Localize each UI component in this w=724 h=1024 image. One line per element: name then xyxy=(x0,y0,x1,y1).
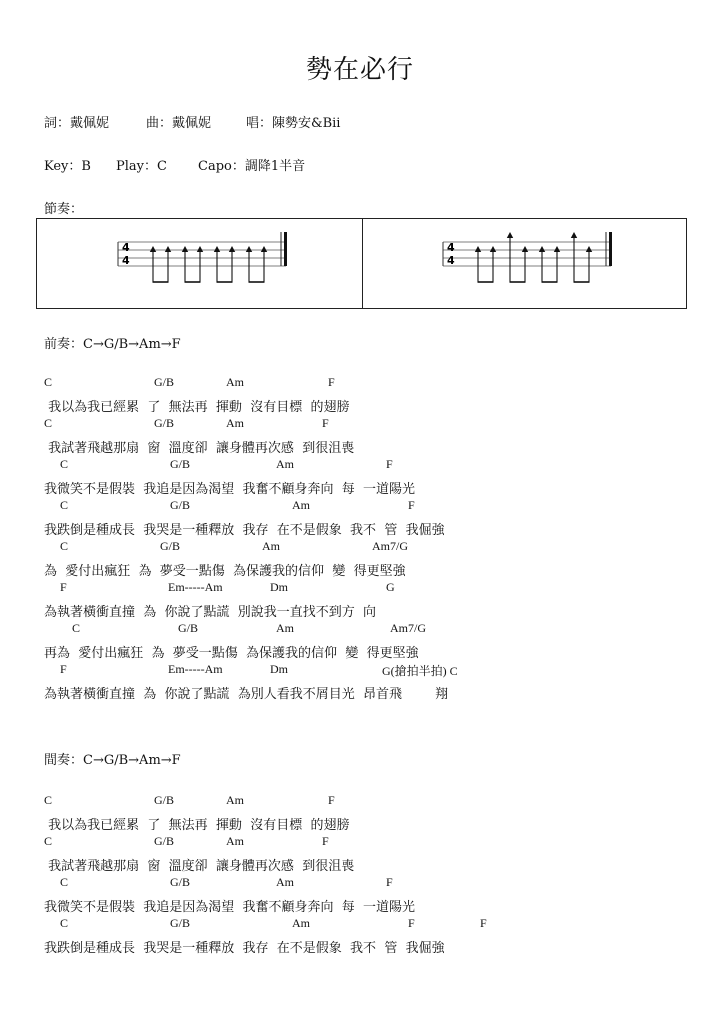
strum-up-arrow xyxy=(490,246,496,252)
lyric-line: 我跌倒是種成長 我哭是一種釋放 我存 在不是假象 我不 管 我倔強 xyxy=(44,523,445,538)
chord-symbol: G/B xyxy=(170,875,191,889)
chord-symbol: Em-----Am xyxy=(168,580,223,594)
chord-symbol: Am xyxy=(276,457,294,471)
song-title: 勢在必行 xyxy=(306,55,415,85)
strum-up-arrow xyxy=(507,232,513,238)
lyric-line: 為執著橫衝直撞 為 你說了點謊 為別人看我不屑目光 昂首飛 翔 xyxy=(44,687,449,702)
chord-symbol: Am7/G xyxy=(390,621,426,635)
chord-symbol: C xyxy=(44,375,53,389)
chord-symbol: C xyxy=(72,621,81,635)
strum-up-arrow xyxy=(522,246,528,252)
strum-up-arrow xyxy=(165,246,171,252)
chord-symbol: Em-----Am xyxy=(168,662,223,676)
rhythm-box-divider xyxy=(362,219,363,308)
strum-up-arrow xyxy=(197,246,203,252)
chord-symbol: F xyxy=(386,875,393,889)
chord-symbol: G/B xyxy=(170,457,191,471)
play-info: Play：C xyxy=(116,159,167,174)
chord-symbol: C xyxy=(60,457,69,471)
lyric-line: 我以為我已經累 了 無法再 揮動 沒有目標 的翅膀 xyxy=(44,400,350,415)
chord-symbol: G/B xyxy=(170,916,191,930)
strum-up-arrow xyxy=(261,246,267,252)
lyric-line: 我試著飛越那扇 窗 溫度卻 讓身體再次感 到很沮喪 xyxy=(44,441,355,456)
strum-up-arrow xyxy=(554,246,560,252)
chord-symbol: C xyxy=(44,793,53,807)
chord-symbol: G/B xyxy=(160,539,181,553)
chord-symbol: C xyxy=(60,498,69,512)
lyric-line: 為 愛付出瘋狂 為 夢受一點傷 為保護我的信仰 變 得更堅強 xyxy=(44,564,406,579)
singer-credit: 唱：陳勢安&Bii xyxy=(246,116,341,131)
end-barline-thick xyxy=(609,232,612,266)
strum-up-arrow xyxy=(246,246,252,252)
lyric-line: 再為 愛付出瘋狂 為 夢受一點傷 為保護我的信仰 變 得更堅強 xyxy=(44,646,419,661)
lyric-line: 我試著飛越那扇 窗 溫度卻 讓身體再次感 到很沮喪 xyxy=(44,859,355,874)
chord-symbol: F xyxy=(322,416,329,430)
time-signature-bottom: 4 xyxy=(447,254,455,267)
chord-symbol: F xyxy=(480,916,487,930)
chord-symbol: G(搶拍半拍) C xyxy=(382,664,458,678)
chord-symbol: F xyxy=(386,457,393,471)
lyricist-credit: 詞：戴佩妮 xyxy=(44,116,110,131)
chord-symbol: G xyxy=(386,580,395,594)
chord-symbol: G/B xyxy=(154,416,175,430)
time-signature-top: 4 xyxy=(447,241,455,254)
strum-up-arrow xyxy=(182,246,188,252)
chord-symbol: F xyxy=(322,834,329,848)
chord-symbol: Am7/G xyxy=(372,539,408,553)
chord-symbol: Am xyxy=(262,539,280,553)
rhythm-staff-2 xyxy=(443,228,615,300)
chord-symbol: Am xyxy=(226,375,244,389)
chord-symbol: Am xyxy=(276,621,294,635)
rhythm-label: 節奏： xyxy=(44,202,84,217)
time-signature-bottom: 4 xyxy=(122,254,130,267)
chord-symbol: Am xyxy=(226,793,244,807)
strum-up-arrow xyxy=(571,232,577,238)
chord-symbol: G/B xyxy=(154,375,175,389)
chord-symbol: F xyxy=(408,916,415,930)
chord-symbol: Am xyxy=(292,916,310,930)
chord-symbol: F xyxy=(60,662,67,676)
lyric-line: 為執著橫衝直撞 為 你說了點謊 別說我一直找不到方 向 xyxy=(44,605,377,620)
end-barline-thick xyxy=(284,232,287,266)
chord-symbol: G/B xyxy=(178,621,199,635)
chord-symbol: F xyxy=(328,375,335,389)
interlude-progression: 間奏：C→G/B→Am→F xyxy=(44,753,181,768)
lyric-line: 我跌倒是種成長 我哭是一種釋放 我存 在不是假象 我不 管 我倔強 xyxy=(44,941,445,956)
lyric-line: 我微笑不是假裝 我追是因為渴望 我奮不顧身奔向 每 一道陽光 xyxy=(44,900,416,915)
chord-symbol: C xyxy=(60,539,69,553)
strum-up-arrow xyxy=(150,246,156,252)
rhythm-staff-1 xyxy=(118,228,290,300)
chord-symbol: C xyxy=(44,416,53,430)
chord-symbol: Am xyxy=(276,875,294,889)
chord-symbol: F xyxy=(408,498,415,512)
chord-symbol: G/B xyxy=(154,793,175,807)
chord-symbol: C xyxy=(44,834,53,848)
chord-symbol: Dm xyxy=(270,580,288,594)
chord-symbol: G/B xyxy=(154,834,175,848)
capo-info: Capo：調降1半音 xyxy=(198,159,306,174)
strum-up-arrow xyxy=(214,246,220,252)
strum-up-arrow xyxy=(475,246,481,252)
composer-credit: 曲：戴佩妮 xyxy=(146,116,212,131)
chord-symbol: Am xyxy=(226,834,244,848)
chord-symbol: C xyxy=(60,875,69,889)
chord-symbol: Am xyxy=(226,416,244,430)
chord-symbol: Dm xyxy=(270,662,288,676)
chord-symbol: F xyxy=(328,793,335,807)
chord-symbol: C xyxy=(60,916,69,930)
chord-symbol: F xyxy=(60,580,67,594)
strum-up-arrow xyxy=(229,246,235,252)
strum-up-arrow xyxy=(586,246,592,252)
strum-up-arrow xyxy=(539,246,545,252)
chord-symbol: G/B xyxy=(170,498,191,512)
chord-symbol: Am xyxy=(292,498,310,512)
intro-progression: 前奏：C→G/B→Am→F xyxy=(44,337,181,352)
key-info: Key：B xyxy=(44,159,91,174)
lyric-line: 我以為我已經累 了 無法再 揮動 沒有目標 的翅膀 xyxy=(44,818,350,833)
lyric-line: 我微笑不是假裝 我追是因為渴望 我奮不顧身奔向 每 一道陽光 xyxy=(44,482,416,497)
time-signature-top: 4 xyxy=(122,241,130,254)
